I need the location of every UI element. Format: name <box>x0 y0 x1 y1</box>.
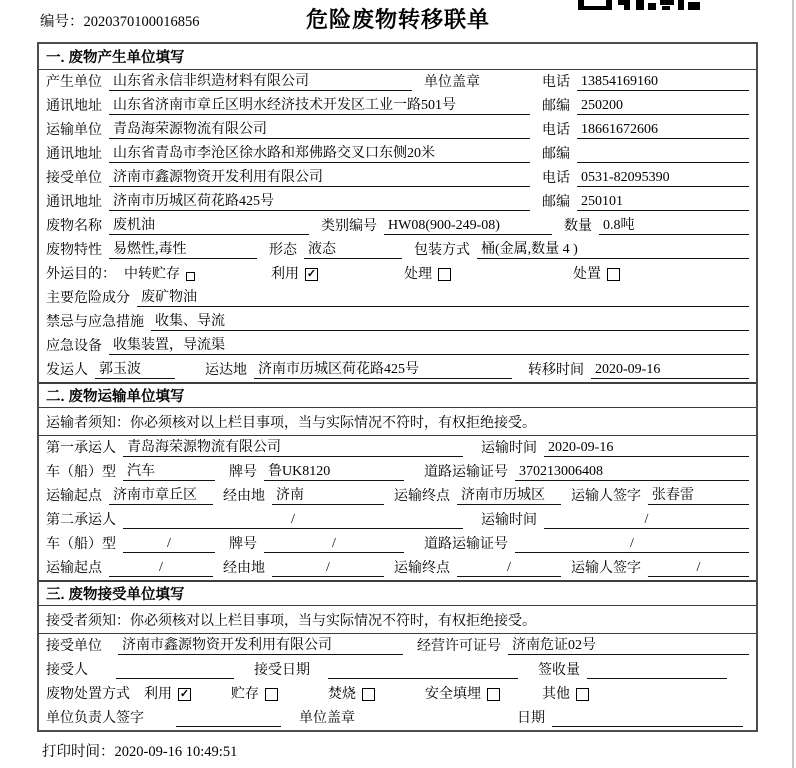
route2-sign-value: / <box>648 559 749 577</box>
transfer-time-label: 转移时间 <box>528 363 584 378</box>
sign-date-label: 日期 <box>517 711 545 726</box>
transport-time1-label: 运输时间 <box>481 441 537 456</box>
transporter-unit-value: 青岛海荣源物流有限公司 <box>109 121 530 139</box>
route2-sign-label: 运输人签字 <box>571 561 641 576</box>
vehicle2-type-value: / <box>123 535 215 553</box>
purpose-dispose-checkbox <box>607 268 620 281</box>
transporter-address-label: 通讯地址 <box>46 147 102 162</box>
transport-time2-label: 运输时间 <box>481 513 537 528</box>
transporter-unit-label: 运输单位 <box>46 123 102 138</box>
disposal-incinerate-label: 焚烧 <box>328 687 356 702</box>
vehicle1-license-value: 370213006408 <box>515 463 749 481</box>
first-carrier-row <box>39 436 756 460</box>
route2-via-value: / <box>272 559 384 577</box>
signed-quantity-value <box>587 678 727 679</box>
purpose-utilize-checkbox: ✓ <box>306 268 317 280</box>
transfer-time-value: 2020-09-16 <box>591 361 749 379</box>
transfer-purpose-label: 外运目的： <box>46 267 116 282</box>
emergency-equipment-row <box>39 334 756 358</box>
route1-start-value: 济南市章丘区 <box>109 487 213 505</box>
route1-start-label: 运输起点 <box>46 489 102 504</box>
accepting-unit-label: 接受单位 <box>46 639 102 654</box>
accept-date-value <box>328 678 518 679</box>
route1-sign-label: 运输人签字 <box>571 489 641 504</box>
purpose-transit-storage-checkbox <box>186 272 195 281</box>
permit-number-value: 济南危证02号 <box>508 637 749 655</box>
waste-name-label: 废物名称 <box>46 219 102 234</box>
receiver-zip-label: 邮编 <box>542 195 570 210</box>
disposal-other-label: 其他 <box>542 687 570 702</box>
transporter-phone-value: 18661672606 <box>577 121 749 139</box>
producer-unit-label: 产生单位 <box>46 75 102 90</box>
producer-phone-label: 电话 <box>542 75 570 90</box>
disposal-incinerate-checkbox <box>362 688 375 701</box>
responsible-signature-label: 单位负责人签字 <box>46 711 144 726</box>
waste-name-value: 废机油 <box>109 217 309 235</box>
route2-end-value: / <box>457 559 561 577</box>
route1-via-value: 济南 <box>272 487 384 505</box>
transporter-zip-value <box>577 162 749 163</box>
second-carrier-label: 第二承运人 <box>46 513 116 528</box>
vehicle2-plate-label: 牌号 <box>229 537 257 552</box>
producer-address-row <box>39 94 756 118</box>
producer-address-value: 山东省济南市章丘区明水经济技术开发区工业一路501号 <box>109 97 530 115</box>
waste-category-value: HW08(900-249-08) <box>384 217 552 235</box>
responsible-signature-row <box>39 706 756 730</box>
waste-character-value: 易燃性,毒性 <box>109 241 257 259</box>
unit-seal2-label: 单位盖章 <box>299 711 355 726</box>
doc-number-label: 编号： <box>40 14 84 30</box>
route2-row <box>39 556 756 580</box>
producer-phone-value: 13854169160 <box>577 73 749 91</box>
transporter-address-row <box>39 142 756 166</box>
accepting-unit-row <box>39 634 756 658</box>
qr-code-fragment <box>578 0 700 10</box>
disposal-storage-checkbox <box>265 688 278 701</box>
purpose-transit-storage-label: 中转贮存 <box>124 267 180 282</box>
page-title: 危险废物转移联单 <box>305 7 490 32</box>
transporter-unit-row <box>39 118 756 142</box>
transport-time1-value: 2020-09-16 <box>544 439 749 457</box>
receiver-address-row <box>39 190 756 214</box>
permit-number-label: 经营许可证号 <box>417 639 501 654</box>
destination-value: 济南市历城区荷花路425号 <box>254 361 512 379</box>
print-time-label: 打印时间： <box>42 744 115 760</box>
taboo-measures-value: 收集、导流 <box>151 313 749 331</box>
packing-method-value: 桶(金属,数量 4 ) <box>477 241 749 259</box>
main-hazard-label: 主要危险成分 <box>46 291 130 306</box>
first-carrier-label: 第一承运人 <box>46 441 116 456</box>
waste-form-label: 形态 <box>269 243 297 258</box>
purpose-treat-checkbox <box>438 268 451 281</box>
sign-date-value <box>552 726 743 727</box>
receiver-address-value: 济南市历城区荷花路425号 <box>109 193 530 211</box>
manifest-form-table <box>37 42 758 732</box>
waste-category-label: 类别编号 <box>321 219 377 234</box>
receiver-zip-value: 250101 <box>577 193 749 211</box>
vehicle1-plate-label: 牌号 <box>229 465 257 480</box>
vehicle1-row <box>39 460 756 484</box>
print-time <box>42 740 237 761</box>
section3-title: 三. 废物接受单位填写 <box>39 580 756 606</box>
transfer-purpose-row <box>39 262 756 286</box>
main-hazard-row <box>39 286 756 310</box>
vehicle2-license-label: 道路运输证号 <box>424 537 508 552</box>
accept-date-label: 接受日期 <box>254 663 310 678</box>
producer-zip-label: 邮编 <box>542 99 570 114</box>
second-carrier-row <box>39 508 756 532</box>
packing-method-label: 包装方式 <box>414 243 470 258</box>
transporter-notice: 运输者须知：你必须核对以上栏目事项，当与实际情况不符时，有权拒绝接受。 <box>39 408 756 436</box>
dispatcher-row <box>39 358 756 382</box>
disposal-landfill-label: 安全填埋 <box>425 687 481 702</box>
route1-sign-value: 张春雷 <box>648 487 749 505</box>
disposal-method-label: 废物处置方式 <box>46 687 130 702</box>
waste-character-label: 废物特性 <box>46 243 102 258</box>
disposal-method-row <box>39 682 756 706</box>
accepting-unit-value: 济南市鑫源物资开发利用有限公司 <box>118 637 403 655</box>
vehicle1-plate-value: 鲁UK8120 <box>264 463 404 481</box>
transporter-zip-label: 邮编 <box>542 147 570 162</box>
receiver-phone-label: 电话 <box>542 171 570 186</box>
acceptor-value <box>116 678 234 679</box>
route1-end-value: 济南市历城区 <box>457 487 561 505</box>
route1-row <box>39 484 756 508</box>
vehicle2-type-label: 车（船）型 <box>46 537 116 552</box>
acceptor-label: 接受人 <box>46 663 88 678</box>
main-hazard-value: 废矿物油 <box>137 289 749 307</box>
producer-unit-row <box>39 70 756 94</box>
waste-character-row <box>39 238 756 262</box>
transporter-phone-label: 电话 <box>542 123 570 138</box>
receiver-unit-value: 济南市鑫源物资开发利用有限公司 <box>109 169 530 187</box>
disposal-storage-label: 贮存 <box>231 687 259 702</box>
page-edge-line <box>792 0 794 768</box>
unit-seal-label: 单位盖章 <box>424 75 480 90</box>
vehicle2-row <box>39 532 756 556</box>
section1-title: 一. 废物产生单位填写 <box>39 44 756 70</box>
route1-via-label: 经由地 <box>223 489 265 504</box>
emergency-equipment-label: 应急设备 <box>46 339 102 354</box>
disposal-other-checkbox <box>576 688 589 701</box>
second-carrier-value: / <box>123 511 463 529</box>
vehicle2-license-value: / <box>515 535 749 553</box>
waste-quantity-label: 数量 <box>564 219 592 234</box>
route2-via-label: 经由地 <box>223 561 265 576</box>
first-carrier-value: 青岛海荣源物流有限公司 <box>123 439 463 457</box>
transport-time2-value: / <box>544 511 749 529</box>
doc-number-value: 2020370100016856 <box>83 14 200 30</box>
dispatcher-label: 发运人 <box>46 363 88 378</box>
route2-start-label: 运输起点 <box>46 561 102 576</box>
purpose-dispose-label: 处置 <box>573 267 601 282</box>
receiver-notice: 接受者须知：你必须核对以上栏目事项，当与实际情况不符时，有权拒绝接受。 <box>39 606 756 634</box>
taboo-measures-row <box>39 310 756 334</box>
document-header <box>0 0 796 40</box>
vehicle2-plate-value: / <box>264 535 404 553</box>
destination-label: 运达地 <box>205 363 247 378</box>
producer-unit-value: 山东省永信非织造材料有限公司 <box>109 73 412 91</box>
waste-form-value: 液态 <box>304 241 402 259</box>
waste-name-row <box>39 214 756 238</box>
producer-zip-value: 250200 <box>577 97 749 115</box>
disposal-utilize-checkbox: ✓ <box>179 688 190 700</box>
transporter-address-value: 山东省青岛市李沧区徐水路和郑佛路交叉口东侧20米 <box>109 145 530 163</box>
receiver-unit-label: 接受单位 <box>46 171 102 186</box>
receiver-address-label: 通讯地址 <box>46 195 102 210</box>
vehicle1-type-value: 汽车 <box>123 463 215 481</box>
receiver-phone-value: 0531-82095390 <box>577 169 749 187</box>
purpose-utilize-label: 利用 <box>271 267 299 282</box>
emergency-equipment-value: 收集装置，导流渠 <box>109 337 749 355</box>
waste-quantity-value: 0.8吨 <box>599 217 749 235</box>
vehicle1-license-label: 道路运输证号 <box>424 465 508 480</box>
disposal-landfill-checkbox <box>487 688 500 701</box>
print-time-value: 2020-09-16 10:49:51 <box>114 744 238 760</box>
producer-address-label: 通讯地址 <box>46 99 102 114</box>
acceptor-row <box>39 658 756 682</box>
taboo-measures-label: 禁忌与应急措施 <box>46 315 144 330</box>
disposal-utilize-label: 利用 <box>144 687 172 702</box>
receiver-unit-row <box>39 166 756 190</box>
route2-end-label: 运输终点 <box>394 561 450 576</box>
vehicle1-type-label: 车（船）型 <box>46 465 116 480</box>
signed-quantity-label: 签收量 <box>538 663 580 678</box>
section2-title: 二. 废物运输单位填写 <box>39 382 756 408</box>
responsible-signature-value <box>176 726 281 727</box>
route2-start-value: / <box>109 559 213 577</box>
purpose-treat-label: 处理 <box>404 267 432 282</box>
route1-end-label: 运输终点 <box>394 489 450 504</box>
dispatcher-value: 郭玉波 <box>95 361 175 379</box>
